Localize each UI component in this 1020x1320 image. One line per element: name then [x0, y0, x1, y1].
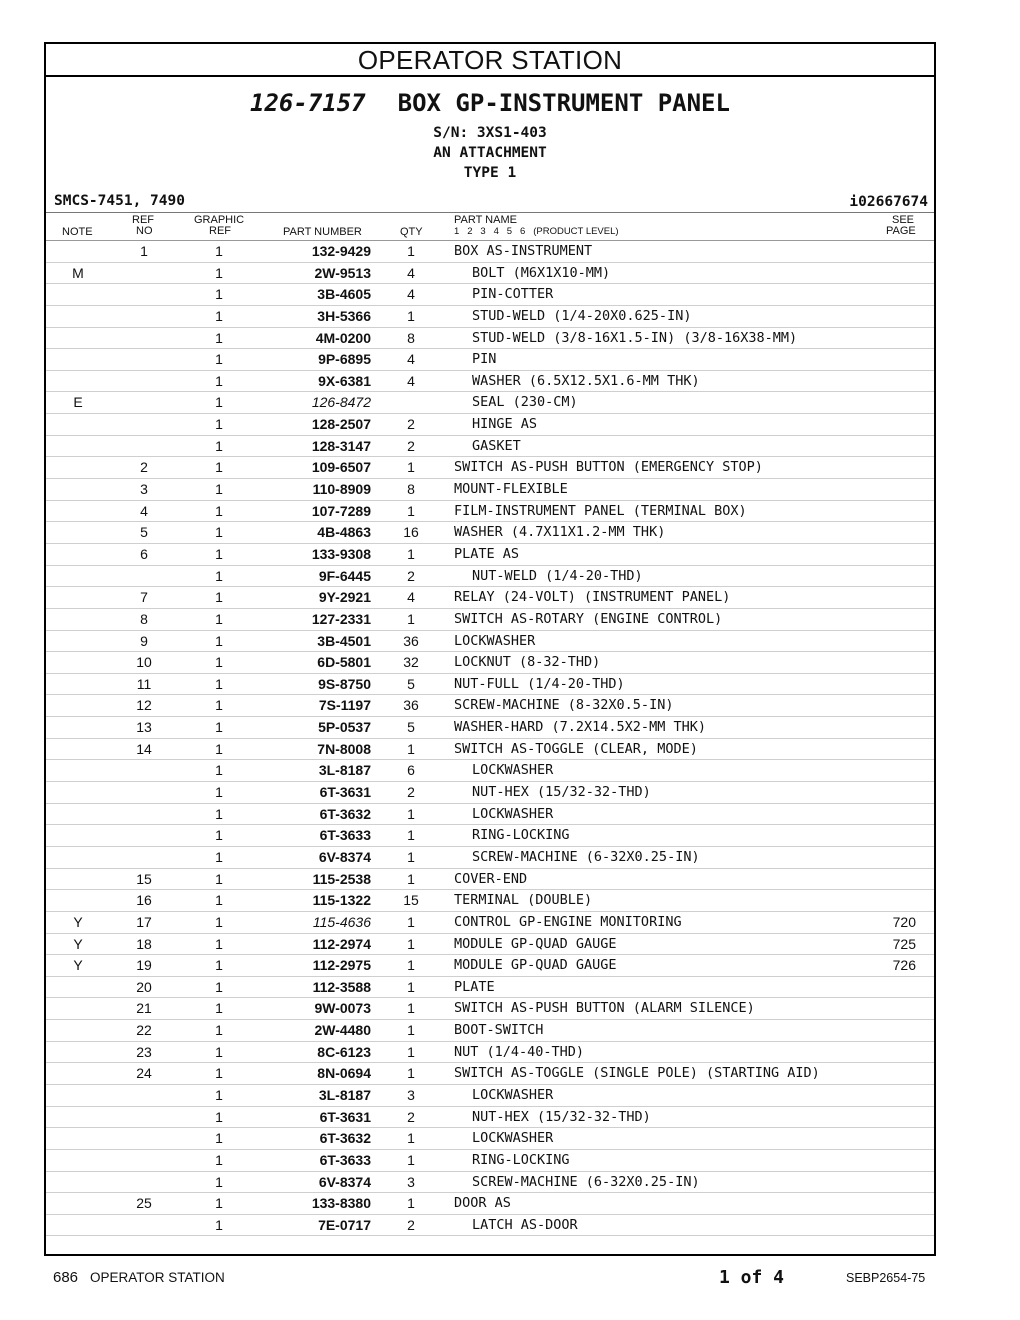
table-row: [46, 544, 934, 566]
ref-no-cell: 25: [136, 1195, 152, 1212]
table-row: [46, 306, 934, 328]
qty-cell: 1: [407, 848, 415, 865]
table-row: [46, 284, 934, 306]
table-row: [46, 869, 934, 891]
part-number-cell: 115-4636: [312, 913, 371, 930]
part-name-cell: BOOT-SWITCH: [454, 1022, 544, 1039]
column-headers: [46, 213, 934, 241]
see-page-cell: 720: [892, 913, 916, 930]
graphic-ref-cell: 1: [215, 654, 223, 671]
table-row: [46, 587, 934, 609]
ref-no-cell: 24: [136, 1065, 152, 1082]
table-row: [46, 739, 934, 761]
part-number-cell: 115-1322: [312, 892, 371, 909]
table-row: [46, 479, 934, 501]
qty-cell: 2: [407, 437, 415, 454]
qty-cell: 1: [407, 805, 415, 822]
part-name-cell: RING-LOCKING: [472, 1151, 570, 1168]
part-name-cell: RING-LOCKING: [472, 827, 570, 844]
part-name-cell: DOOR AS: [454, 1195, 511, 1212]
part-name-cell: SWITCH AS-ROTARY (ENGINE CONTROL): [454, 610, 723, 627]
part-name-cell: LOCKWASHER: [472, 805, 554, 822]
graphic-ref-cell: 1: [215, 913, 223, 930]
qty-cell: 1: [407, 1000, 415, 1017]
qty-cell: 4: [407, 264, 415, 281]
graphic-ref-cell: 1: [215, 437, 223, 454]
qty-cell: 1: [407, 459, 415, 476]
part-name-cell: SWITCH AS-TOGGLE (SINGLE POLE) (STARTING AID): [454, 1065, 820, 1082]
table-row: [46, 934, 934, 956]
graphic-ref-cell: 1: [215, 567, 223, 584]
part-name-cell: NUT-HEX (15/32-32-THD): [472, 784, 651, 801]
graphic-ref-cell: 1: [215, 1130, 223, 1147]
table-row: [46, 349, 934, 371]
col-qty: QTY: [400, 226, 423, 238]
qty-cell: 3: [407, 1086, 415, 1103]
ref-no-cell: 22: [136, 1022, 152, 1039]
graphic-ref-cell: 1: [215, 459, 223, 476]
graphic-ref-cell: 1: [215, 394, 223, 411]
parts-list-frame: [44, 42, 936, 1256]
qty-cell: 1: [407, 610, 415, 627]
graphic-ref-cell: 1: [215, 481, 223, 498]
ref-no-cell: 6: [140, 545, 148, 562]
graphic-ref-cell: 1: [215, 1108, 223, 1125]
ref-no-cell: 8: [140, 610, 148, 627]
qty-cell: 1: [407, 1151, 415, 1168]
part-name-cell: HINGE AS: [472, 416, 538, 433]
part-number-cell: 7S-1197: [318, 697, 371, 714]
table-row: [46, 392, 934, 414]
col-note: NOTE: [62, 226, 93, 238]
note-cell: Y: [73, 935, 83, 952]
footer-section: OPERATOR STATION: [90, 1270, 225, 1285]
qty-cell: 1: [407, 243, 415, 259]
part-number-cell: 9P-6895: [318, 351, 371, 368]
table-row: [46, 457, 934, 479]
part-name-cell: PIN-COTTER: [472, 286, 554, 303]
group-title: [46, 89, 934, 117]
qty-cell: 5: [407, 719, 415, 736]
table-row: [46, 847, 934, 869]
part-name-cell: LOCKNUT (8-32-THD): [454, 654, 601, 671]
qty-cell: 36: [403, 697, 419, 714]
ref-no-cell: 12: [136, 697, 152, 714]
graphic-ref-cell: 1: [215, 1043, 223, 1060]
table-row: [46, 263, 934, 285]
table-row: [46, 782, 934, 804]
part-number-cell: 133-8380: [311, 1195, 371, 1212]
part-number-cell: 4M-0200: [315, 329, 371, 346]
qty-cell: 16: [403, 524, 419, 541]
note-cell: M: [72, 264, 84, 281]
graphic-ref-cell: 1: [215, 307, 223, 324]
graphic-ref-cell: 1: [215, 1022, 223, 1039]
part-name-cell: COVER-END: [454, 870, 528, 887]
qty-cell: 1: [407, 502, 415, 519]
graphic-ref-cell: 1: [215, 1000, 223, 1017]
table-row: [46, 717, 934, 739]
part-number-cell: 9W-0073: [314, 1000, 371, 1017]
col-part-number: PART NUMBER: [283, 226, 362, 238]
table-row: [46, 695, 934, 717]
part-number-cell: 109-6507: [311, 459, 371, 476]
part-number-cell: 132-9429: [311, 243, 371, 259]
table-row: [46, 631, 934, 653]
type-label: TYPE 1: [463, 165, 517, 181]
part-number-cell: 3L-8187: [318, 1086, 371, 1103]
part-name-cell: PLATE: [454, 978, 495, 995]
qty-cell: 1: [407, 1043, 415, 1060]
table-row: [46, 436, 934, 458]
group-part-number: 126-7157: [250, 89, 366, 117]
part-number-cell: 6V-8374: [318, 848, 371, 865]
part-number-cell: 128-2507: [311, 416, 371, 433]
part-name-cell: LATCH AS-DOOR: [472, 1216, 578, 1233]
graphic-ref-cell: 1: [215, 372, 223, 389]
part-number-cell: 6D-5801: [317, 654, 371, 671]
qty-cell: 1: [407, 913, 415, 930]
ref-no-cell: 3: [140, 481, 148, 498]
part-name-cell: SWITCH AS-TOGGLE (CLEAR, MODE): [454, 740, 698, 757]
part-number-cell: 8N-0694: [317, 1065, 371, 1082]
qty-cell: 1: [407, 545, 415, 562]
part-number-cell: 6T-3633: [319, 1151, 371, 1168]
part-name-cell: BOLT (M6X1X10-MM): [472, 264, 611, 281]
qty-cell: 5: [407, 675, 415, 692]
part-number-cell: 6T-3632: [319, 1130, 371, 1147]
col-see-bottom: PAGE: [886, 225, 916, 237]
table-row: [46, 760, 934, 782]
ref-no-cell: 20: [136, 978, 152, 995]
ref-no-cell: 10: [136, 654, 152, 671]
part-number-cell: 112-2975: [312, 957, 371, 974]
qty-cell: 2: [407, 784, 415, 801]
graphic-ref-cell: 1: [215, 762, 223, 779]
qty-cell: 1: [407, 978, 415, 995]
part-name-cell: STUD-WELD (1/4-20X0.625-IN): [472, 307, 692, 324]
graphic-ref-cell: 1: [215, 719, 223, 736]
part-name-cell: LOCKWASHER: [472, 762, 554, 779]
part-number-cell: 8C-6123: [317, 1043, 371, 1060]
ref-no-cell: 15: [136, 870, 152, 887]
part-name-cell: LOCKWASHER: [472, 1130, 554, 1147]
qty-cell: 1: [407, 1130, 415, 1147]
part-number-cell: 3B-4501: [317, 632, 371, 649]
graphic-ref-cell: 1: [215, 870, 223, 887]
graphic-ref-cell: 1: [215, 610, 223, 627]
table-row: [46, 1042, 934, 1064]
table-row: [46, 1128, 934, 1150]
part-name-cell: NUT-WELD (1/4-20-THD): [472, 567, 643, 584]
ref-no-cell: 17: [136, 913, 152, 930]
part-number-cell: 6T-3631: [319, 784, 371, 801]
table-row: [46, 1063, 934, 1085]
note-cell: E: [73, 394, 83, 411]
part-name-cell: SCREW-MACHINE (6-32X0.25-IN): [472, 1173, 700, 1190]
table-row: [46, 977, 934, 999]
graphic-ref-cell: 1: [215, 502, 223, 519]
part-name-cell: WASHER-HARD (7.2X14.5X2-MM THK): [454, 719, 706, 736]
graphic-ref-cell: 1: [215, 675, 223, 692]
part-number-cell: 2W-9513: [314, 264, 371, 281]
qty-cell: 1: [407, 957, 415, 974]
qty-cell: 1: [407, 1022, 415, 1039]
ref-no-cell: 1: [140, 243, 148, 259]
graphic-ref-cell: 1: [215, 957, 223, 974]
qty-cell: 1: [407, 827, 415, 844]
part-name-cell: STUD-WELD (3/8-16X1.5-IN) (3/8-16X38-MM): [472, 329, 798, 346]
col-graphic-top: GRAPHIC: [194, 214, 245, 226]
sheet-counter: 1 of 4: [719, 1267, 785, 1288]
part-number-cell: 107-7289: [311, 502, 371, 519]
qty-cell: 2: [407, 1108, 415, 1125]
part-name-cell: FILM-INSTRUMENT PANEL (TERMINAL BOX): [454, 502, 747, 519]
graphic-ref-cell: 1: [215, 1173, 223, 1190]
graphic-ref-cell: 1: [215, 351, 223, 368]
table-row: [46, 955, 934, 977]
col-part-name: PART NAME: [454, 214, 517, 226]
attachment-label: AN ATTACHMENT: [433, 145, 547, 161]
graphic-ref-cell: 1: [215, 848, 223, 865]
part-name-cell: BOX AS-INSTRUMENT: [454, 243, 593, 259]
qty-cell: 1: [407, 1065, 415, 1082]
note-cell: Y: [73, 913, 83, 930]
table-row: [46, 652, 934, 674]
qty-cell: 6: [407, 762, 415, 779]
part-number-cell: 112-3588: [312, 978, 371, 995]
part-number-cell: 115-2538: [312, 870, 371, 887]
part-number-cell: 3B-4605: [317, 286, 371, 303]
part-number-cell: 9S-8750: [318, 675, 371, 692]
table-row: [46, 1150, 934, 1172]
part-name-cell: NUT-HEX (15/32-32-THD): [472, 1108, 651, 1125]
graphic-ref-cell: 1: [215, 1151, 223, 1168]
graphic-ref-cell: 1: [215, 545, 223, 562]
qty-cell: 1: [407, 870, 415, 887]
page-number: 686: [53, 1269, 79, 1286]
qty-cell: 1: [407, 740, 415, 757]
table-row: [46, 566, 934, 588]
qty-cell: 32: [403, 654, 419, 671]
table-row: [46, 414, 934, 436]
smcs-code: SMCS-7451, 7490: [54, 193, 185, 209]
table-row: [46, 522, 934, 544]
table-row: [46, 1172, 934, 1194]
part-number-cell: 133-9308: [311, 545, 371, 562]
table-row: [46, 241, 934, 263]
part-number-cell: 3H-5366: [317, 307, 371, 324]
part-number-cell: 110-8909: [312, 481, 371, 498]
part-name-cell: SCREW-MACHINE (6-32X0.25-IN): [472, 848, 700, 865]
qty-cell: 8: [407, 329, 415, 346]
ref-no-cell: 14: [136, 740, 152, 757]
ref-no-cell: 23: [136, 1043, 152, 1060]
part-name-cell: MODULE GP-QUAD GAUGE: [454, 935, 617, 952]
table-row: [46, 1085, 934, 1107]
see-page-cell: 726: [892, 957, 916, 974]
part-number-cell: 7N-8008: [317, 740, 371, 757]
graphic-ref-cell: 1: [215, 784, 223, 801]
part-name-cell: MOUNT-FLEXIBLE: [454, 481, 568, 498]
part-number-cell: 9Y-2921: [318, 589, 371, 606]
ref-no-cell: 7: [140, 589, 148, 606]
table-row: [46, 804, 934, 826]
part-name-cell: CONTROL GP-ENGINE MONITORING: [454, 913, 682, 930]
part-number-cell: 6T-3632: [319, 805, 371, 822]
part-name-cell: LOCKWASHER: [454, 632, 536, 649]
graphic-ref-cell: 1: [215, 892, 223, 909]
ref-no-cell: 4: [140, 502, 148, 519]
col-ref-bottom: NO: [136, 225, 153, 237]
qty-cell: 1: [407, 1195, 415, 1212]
qty-cell: 4: [407, 286, 415, 303]
part-name-cell: SWITCH AS-PUSH BUTTON (EMERGENCY STOP): [454, 459, 763, 476]
graphic-ref-cell: 1: [215, 1216, 223, 1233]
qty-cell: 8: [407, 481, 415, 498]
graphic-ref-cell: 1: [215, 416, 223, 433]
part-number-cell: 9F-6445: [318, 567, 371, 584]
part-number-cell: 112-2974: [312, 935, 371, 952]
qty-cell: 2: [407, 1216, 415, 1233]
part-number-cell: 127-2331: [311, 610, 371, 627]
part-name-cell: SEAL (230-CM): [472, 394, 578, 411]
note-cell: Y: [73, 957, 83, 974]
table-row: [46, 1107, 934, 1129]
table-row: [46, 825, 934, 847]
part-number-cell: 4B-4863: [317, 524, 371, 541]
illustration-id: i02667674: [849, 194, 928, 210]
qty-cell: 2: [407, 567, 415, 584]
ref-no-cell: 19: [136, 957, 152, 974]
section-title: OPERATOR STATION: [46, 44, 934, 77]
graphic-ref-cell: 1: [215, 827, 223, 844]
footer-page-info: [53, 1269, 225, 1286]
graphic-ref-cell: 1: [215, 329, 223, 346]
table-row: [46, 890, 934, 912]
ref-no-cell: 21: [136, 1000, 152, 1017]
part-name-cell: TERMINAL (DOUBLE): [454, 892, 593, 909]
part-number-cell: 128-3147: [311, 437, 371, 454]
table-row: [46, 371, 934, 393]
part-number-cell: 6T-3633: [319, 827, 371, 844]
qty-cell: 4: [407, 372, 415, 389]
part-name-cell: PIN: [472, 351, 497, 368]
graphic-ref-cell: 1: [215, 589, 223, 606]
graphic-ref-cell: 1: [215, 805, 223, 822]
parts-rows: [46, 241, 934, 1236]
part-name-cell: PLATE AS: [454, 545, 520, 562]
part-number-cell: 6V-8374: [318, 1173, 371, 1190]
part-name-cell: RELAY (24-VOLT) (INSTRUMENT PANEL): [454, 589, 731, 606]
table-row: [46, 328, 934, 350]
graphic-ref-cell: 1: [215, 632, 223, 649]
table-row: [46, 1020, 934, 1042]
ref-no-cell: 18: [136, 935, 152, 952]
part-name-cell: SWITCH AS-PUSH BUTTON (ALARM SILENCE): [454, 1000, 755, 1017]
col-ref-top: REF: [132, 214, 154, 226]
part-number-cell: 3L-8187: [318, 762, 371, 779]
group-part-title: BOX GP-INSTRUMENT PANEL: [397, 89, 730, 117]
ref-no-cell: 11: [136, 675, 152, 692]
see-page-cell: 725: [892, 935, 916, 952]
qty-cell: 15: [403, 892, 419, 909]
ref-no-cell: 13: [136, 719, 152, 736]
table-row: [46, 1193, 934, 1215]
graphic-ref-cell: 1: [215, 697, 223, 714]
graphic-ref-cell: 1: [215, 243, 223, 259]
graphic-ref-cell: 1: [215, 1195, 223, 1212]
graphic-ref-cell: 1: [215, 978, 223, 995]
part-number-cell: 5P-0537: [318, 719, 371, 736]
part-number-cell: 126-8472: [311, 394, 371, 411]
part-number-cell: 6T-3631: [319, 1108, 371, 1125]
table-row: [46, 912, 934, 934]
ref-no-cell: 5: [140, 524, 148, 541]
ref-no-cell: 16: [136, 892, 152, 909]
col-product-levels: 1 2 3 4 5 6 (PRODUCT LEVEL): [454, 226, 619, 237]
table-row: [46, 1215, 934, 1237]
part-number-cell: 9X-6381: [318, 372, 371, 389]
part-name-cell: WASHER (4.7X11X1.2-MM THK): [454, 524, 666, 541]
table-row: [46, 674, 934, 696]
serial-number: S/N: 3XS1-403: [433, 125, 547, 141]
part-number-cell: 2W-4480: [314, 1022, 371, 1039]
qty-cell: 1: [407, 935, 415, 952]
part-name-cell: NUT-FULL (1/4-20-THD): [454, 675, 625, 692]
col-graphic-bottom: REF: [209, 225, 231, 237]
part-name-cell: MODULE GP-QUAD GAUGE: [454, 957, 617, 974]
graphic-ref-cell: 1: [215, 286, 223, 303]
graphic-ref-cell: 1: [215, 1065, 223, 1082]
table-row: [46, 998, 934, 1020]
part-name-cell: SCREW-MACHINE (8-32X0.5-IN): [454, 697, 674, 714]
part-name-cell: LOCKWASHER: [472, 1086, 554, 1103]
qty-cell: 4: [407, 589, 415, 606]
graphic-ref-cell: 1: [215, 740, 223, 757]
qty-cell: 3: [407, 1173, 415, 1190]
part-name-cell: NUT (1/4-40-THD): [454, 1043, 585, 1060]
qty-cell: 4: [407, 351, 415, 368]
part-number-cell: 7E-0717: [318, 1216, 371, 1233]
table-row: [46, 501, 934, 523]
ref-no-cell: 9: [140, 632, 148, 649]
part-name-cell: GASKET: [472, 437, 521, 454]
group-header: [46, 77, 934, 213]
qty-cell: 1: [407, 307, 415, 324]
table-row: [46, 609, 934, 631]
document-id: SEBP2654-75: [846, 1271, 926, 1285]
graphic-ref-cell: 1: [215, 524, 223, 541]
col-see-top: SEE: [892, 214, 915, 226]
part-name-cell: WASHER (6.5X12.5X1.6-MM THK): [472, 372, 700, 389]
graphic-ref-cell: 1: [215, 264, 223, 281]
graphic-ref-cell: 1: [215, 935, 223, 952]
qty-cell: 2: [407, 416, 415, 433]
ref-no-cell: 2: [140, 459, 148, 476]
graphic-ref-cell: 1: [215, 1086, 223, 1103]
qty-cell: 36: [403, 632, 419, 649]
